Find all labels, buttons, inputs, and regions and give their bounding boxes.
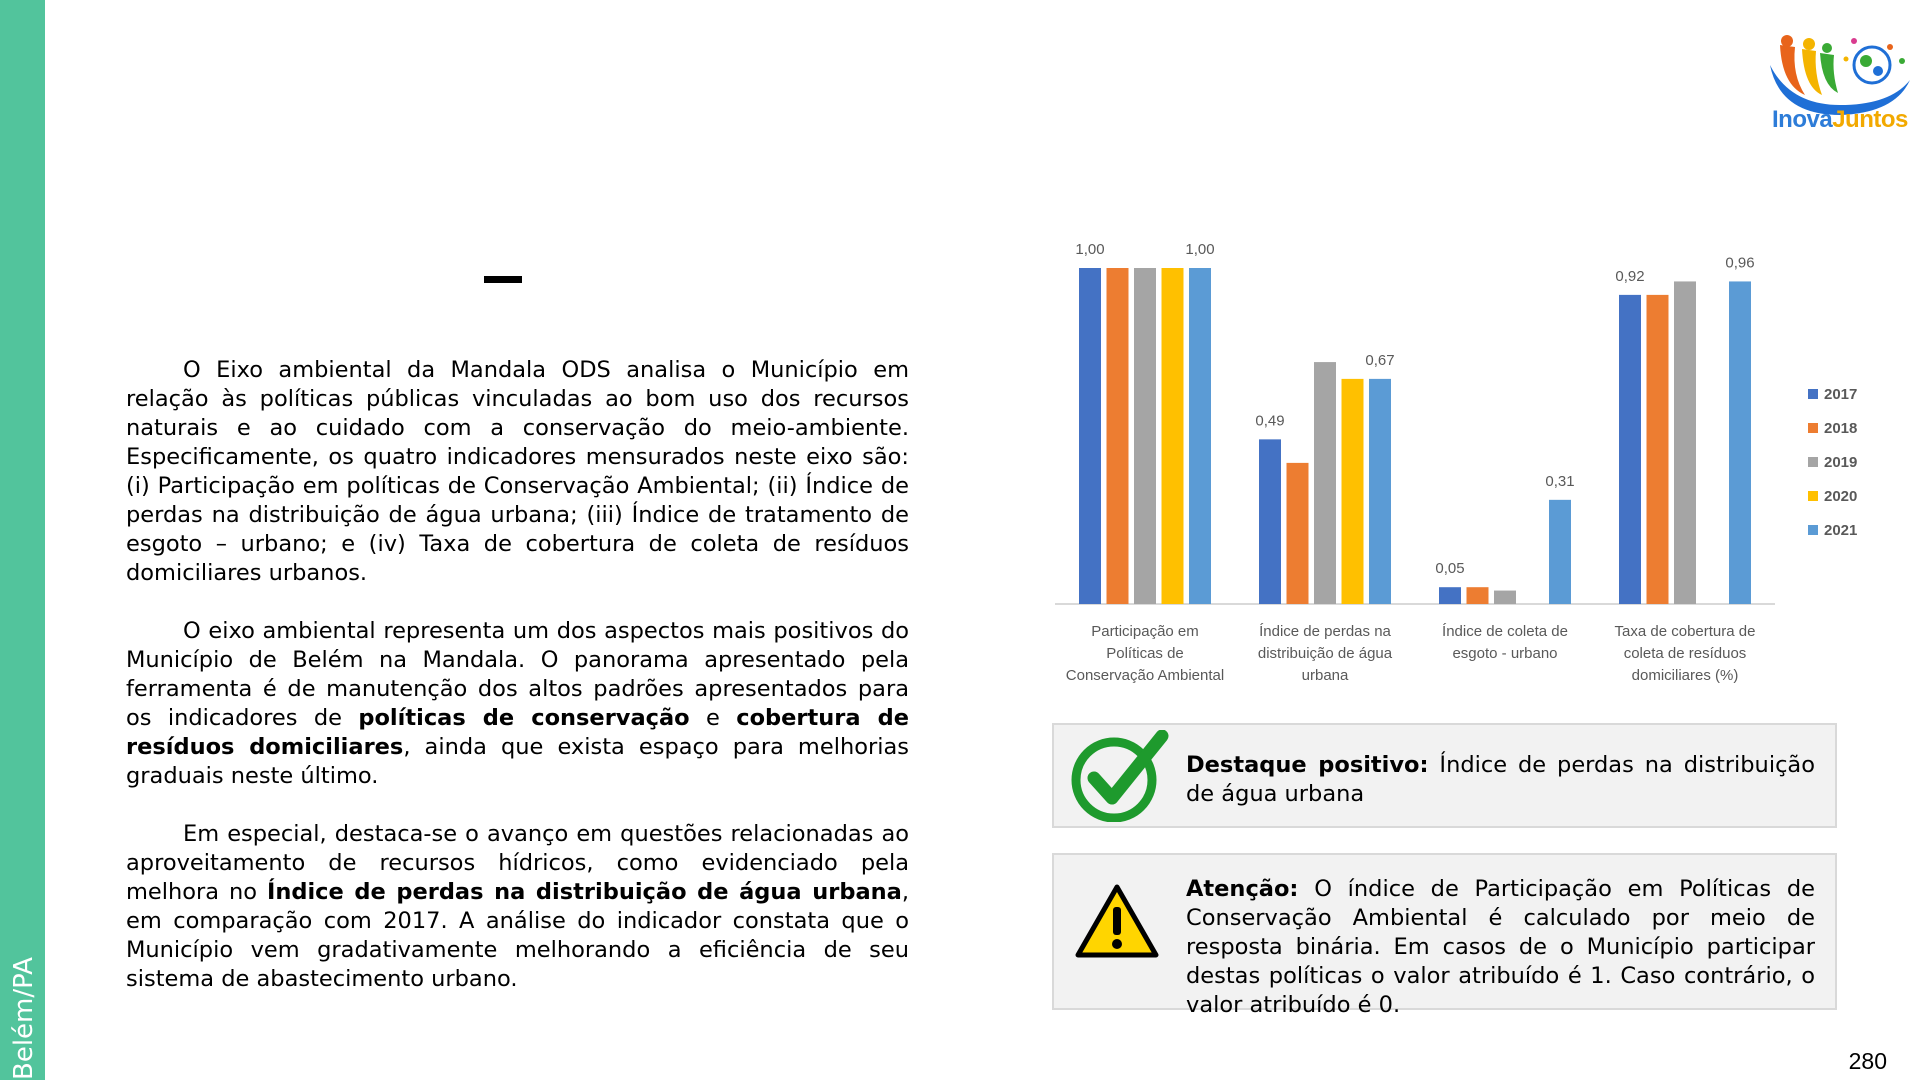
category-label: Índice de coleta de esgoto - urbano: [1442, 623, 1568, 662]
sidebar: [0, 0, 45, 1080]
logo-dot-icon: [1887, 44, 1893, 50]
category-label: Participação em Políticas de Conservação Ambiental: [1065, 623, 1225, 684]
bar-2021-cat-2: [1549, 500, 1571, 604]
logo-dot-icon: [1822, 43, 1832, 53]
paragraph-3-bold: Índice de perdas na distribuição de água urbana: [266, 879, 902, 905]
body-text: [126, 356, 909, 1023]
paragraph-2-bold: cobertura de resíduos domiciliares: [126, 705, 909, 760]
highlight-attention-body: O índice de Participação em Políticas de Conservação Ambiental é calculado por meio de resposta binária. Em casos de o Município participar destas políticas o valor atribuído é 1. Caso contrário, o valor atribuído é 0.: [1186, 876, 1815, 1018]
bar-2021-cat-1: [1369, 379, 1391, 604]
data-label: 0,31: [1545, 472, 1575, 490]
title-dash: [484, 276, 522, 283]
category-label: Índice de perdas na distribuição de água urbana: [1257, 623, 1393, 684]
bar-2018-cat-2: [1467, 587, 1489, 604]
logo-dot-icon: [1844, 57, 1849, 62]
paragraph-3-text: Em especial, destaca-se o avanço em questões relacionadas ao aproveitamento de recursos hídricos, como evidenciado pela melhora no: [126, 821, 909, 905]
data-label: 0,92: [1615, 267, 1645, 285]
data-label: 0,67: [1365, 351, 1395, 369]
data-label: 1,00: [1185, 241, 1215, 258]
legend-swatch-2017: [1808, 389, 1818, 399]
bar-2019-cat-0: [1134, 268, 1156, 604]
bar-2020-cat-0: [1162, 268, 1184, 604]
globe-sea-icon: [1873, 66, 1883, 76]
logo-figure-icon: [1820, 53, 1838, 93]
bar-2018-cat-0: [1107, 268, 1129, 604]
logo-dot-icon: [1803, 38, 1815, 50]
bar-chart: [1040, 240, 1880, 690]
warning-icon: [1074, 883, 1160, 961]
paragraph-3-text: , em comparação com 2017. A análise do indicador constata que o Município vem gradativamente melhorando a eficiência de seu sistema de abastecimento urbano.: [126, 879, 909, 992]
bar-2021-cat-0: [1189, 268, 1211, 604]
paragraph-3: [126, 820, 909, 994]
legend-swatch-2019: [1808, 457, 1818, 467]
logo-dot-icon: [1851, 38, 1857, 44]
logo-wordmark: [1772, 106, 1908, 134]
legend-label-2021: 2021: [1824, 522, 1858, 539]
paragraph-2: [126, 617, 909, 791]
logo-figure-icon: [1802, 49, 1822, 95]
data-label: 0,49: [1255, 412, 1285, 430]
bar-2017-cat-1: [1259, 439, 1281, 604]
bar-2018-cat-3: [1647, 295, 1669, 604]
logo-wordmark-inova: Inova: [1772, 106, 1833, 133]
paragraph-2-bold: políticas de conservação: [358, 705, 690, 731]
logo-dot-icon: [1781, 35, 1793, 47]
highlight-positive-body: Índice de perdas na distribuição de água urbana: [1186, 752, 1815, 807]
bar-2020-cat-1: [1342, 379, 1364, 604]
bar-2017-cat-2: [1439, 587, 1461, 604]
legend-label-2018: 2018: [1824, 420, 1858, 437]
paragraph-2-text: , ainda que exista espaço para melhorias graduais neste último.: [126, 734, 909, 789]
bar-2019-cat-1: [1314, 362, 1336, 604]
logo-dot-icon: [1899, 58, 1905, 64]
bar-2017-cat-0: [1079, 268, 1101, 604]
bar-2019-cat-3: [1674, 281, 1696, 604]
paragraph-1: O Eixo ambiental da Mandala ODS analisa o Município em relação às políticas públicas vinculadas ao bom uso dos recursos naturais e ao cuidado com a conservação do meio-ambiente. Especificamente, os quatro indicadores mensurados neste eixo são: (i) Participação em políticas de Conservação Ambiental; (ii) Índice de perdas na distribuição de água urbana; (iii) Índice de tratamento de esgoto – urbano; e (iv) Taxa de cobertura de coleta de resíduos domiciliares urbanos.: [126, 357, 909, 586]
logo-wordmark-juntos: Juntos: [1832, 106, 1908, 133]
data-label: 0,96: [1725, 254, 1755, 272]
highlight-positive-label: Destaque positivo:: [1186, 752, 1429, 778]
legend-label-2020: 2020: [1824, 488, 1858, 505]
legend-swatch-2020: [1808, 491, 1818, 501]
legend-label-2019: 2019: [1824, 454, 1858, 471]
bar-2018-cat-1: [1287, 463, 1309, 604]
bar-2021-cat-3: [1729, 281, 1751, 604]
paragraph-2-text: e: [689, 705, 737, 731]
globe-icon: [1854, 47, 1890, 83]
sidebar-label: Belém/PA: [9, 957, 39, 1080]
legend-swatch-2018: [1808, 423, 1818, 433]
highlight-positive-text: [1186, 751, 1815, 809]
checkmark-icon: [1070, 730, 1170, 822]
data-label: 1,00: [1075, 241, 1105, 258]
globe-land-icon: [1860, 55, 1872, 67]
highlight-positive-box: [1052, 723, 1837, 828]
data-label: 0,05: [1435, 560, 1465, 578]
legend-swatch-2021: [1808, 525, 1818, 535]
paragraph-2-text: O eixo ambiental representa um dos aspectos mais positivos do Município de Belém na Mandala. O panorama apresentado pela ferramenta é de manutenção dos altos padrões apresentados para os indicadores de: [126, 618, 909, 731]
highlight-attention-box: [1052, 853, 1837, 1018]
category-label: Taxa de cobertura de coleta de resíduos domiciliares (%): [1614, 623, 1756, 684]
highlight-attention-text: [1186, 875, 1815, 1020]
highlight-attention-label: Atenção:: [1186, 876, 1299, 902]
legend-label-2017: 2017: [1824, 386, 1858, 403]
page-number: 280: [1848, 1048, 1887, 1074]
bar-2019-cat-2: [1494, 591, 1516, 604]
bar-2017-cat-3: [1619, 295, 1641, 604]
